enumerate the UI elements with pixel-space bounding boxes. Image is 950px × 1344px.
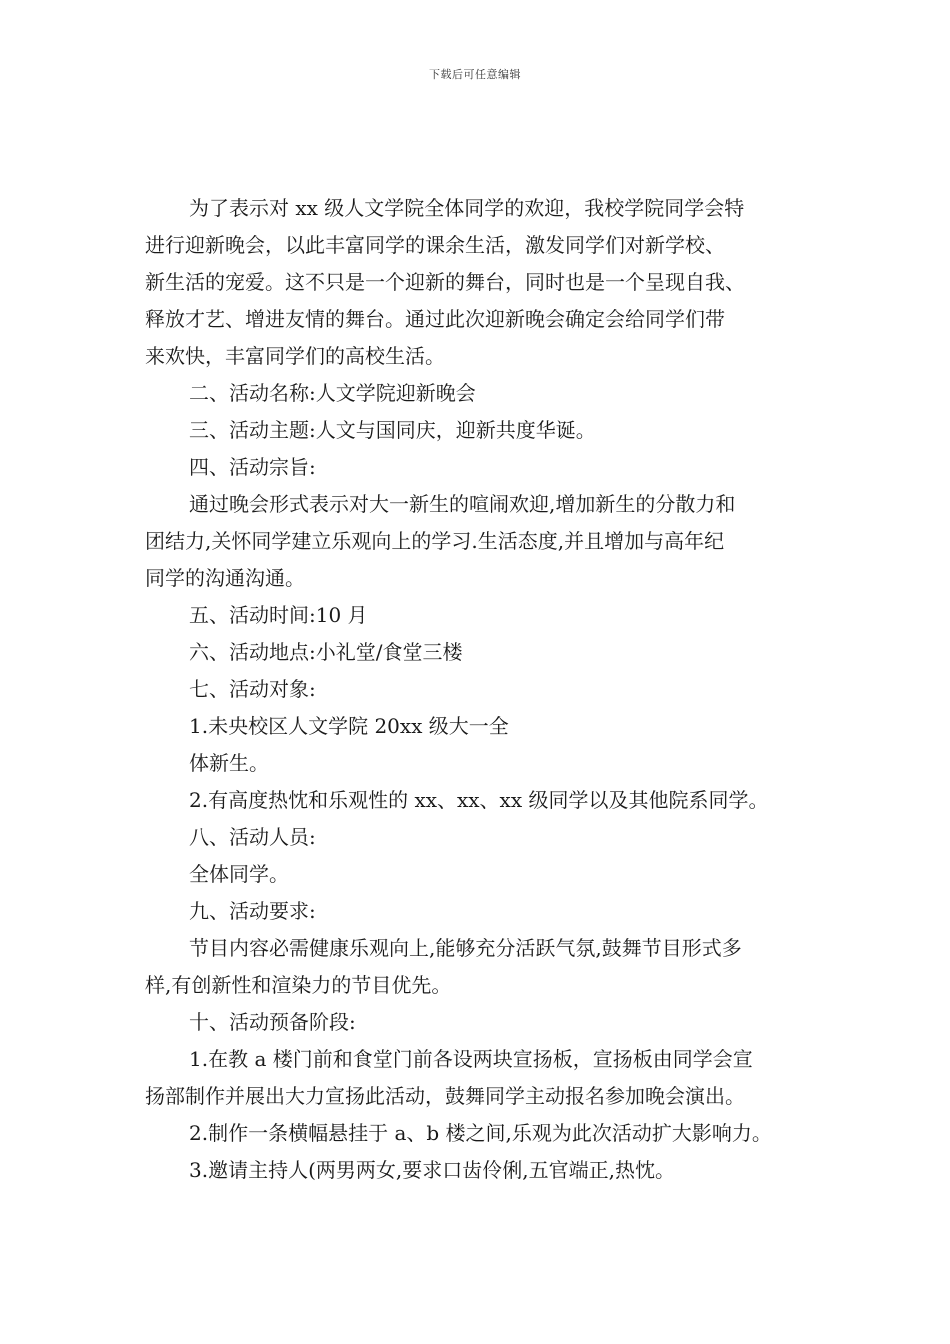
text-line: 九、活动要求:: [189, 899, 316, 923]
text-line: 1.在教 a 楼门前和食堂门前各设两块宣扬板，宣扬板由同学会宣: [189, 1047, 753, 1071]
text-line: 四、活动宗旨:: [189, 455, 316, 479]
text-line: 释放才艺、增进友情的舞台。通过此次迎新晚会确定会给同学们带: [145, 307, 725, 331]
text-line: 扬部制作并展出大力宣扬此活动，鼓舞同学主动报名参加晚会演出。: [145, 1084, 745, 1108]
text-line: 进行迎新晚会，以此丰富同学的课余生活，激发同学们对新学校、: [145, 233, 725, 257]
text-line: 来欢快，丰富同学们的高校生活。: [145, 344, 445, 368]
text-line: 团结力,关怀同学建立乐观向上的学习.生活态度,并且增加与高年纪: [145, 529, 725, 553]
document-body: [145, 190, 825, 1189]
text-line: 新生活的宠爱。这不只是一个迎新的舞台，同时也是一个呈现自我、: [145, 270, 745, 294]
text-line: 2.有高度热忱和乐观性的 xx、xx、xx 级同学以及其他院系同学。: [189, 788, 769, 812]
text-line: 节目内容必需健康乐观向上,能够充分活跃气氛,鼓舞节目形式多: [189, 936, 742, 960]
text-line: 1.未央校区人文学院 20xx 级大一全: [189, 714, 509, 738]
text-line: 六、活动地点:小礼堂/食堂三楼: [189, 640, 463, 664]
text-line: 同学的沟通沟通。: [145, 566, 305, 590]
text-line: 二、活动名称:人文学院迎新晚会: [189, 381, 476, 405]
text-line: 十、活动预备阶段:: [189, 1010, 356, 1034]
page-header: 下载后可任意编辑: [429, 68, 521, 81]
text-line: 2.制作一条横幅悬挂于 a、b 楼之间,乐观为此次活动扩大影响力。: [189, 1121, 772, 1145]
text-line: 五、活动时间:10 月: [189, 603, 368, 627]
text-line: 八、活动人员:: [189, 825, 316, 849]
text-line: 七、活动对象:: [189, 677, 316, 701]
text-line: 体新生。: [189, 751, 269, 775]
text-line: 为了表示对 xx 级人文学院全体同学的欢迎，我校学院同学会特: [189, 196, 745, 220]
text-line: 3.邀请主持人(两男两女,要求口齿伶俐,五官端正,热忱。: [189, 1158, 675, 1182]
text-line: 样,有创新性和渲染力的节目优先。: [145, 973, 452, 997]
text-line: 通过晚会形式表示对大一新生的喧闹欢迎,增加新生的分散力和: [189, 492, 736, 516]
text-line: 全体同学。: [189, 862, 289, 886]
text-line: 三、活动主题:人文与国同庆，迎新共度华诞。: [189, 418, 596, 442]
